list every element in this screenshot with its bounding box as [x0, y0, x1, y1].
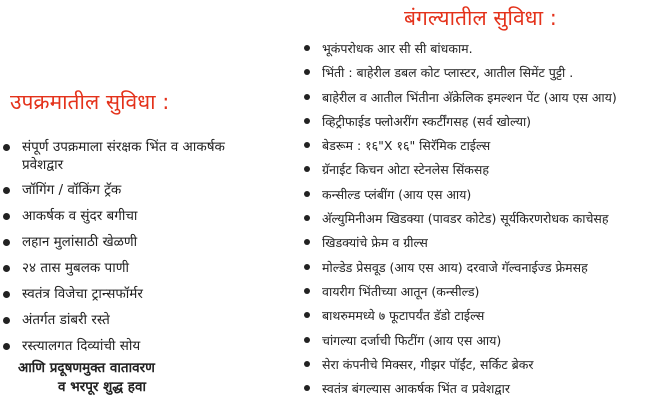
- list-item-text: चांगल्या दर्जाची फिटींग (आय एस आय): [322, 332, 502, 348]
- list-item-text: जॉगिंग / वॉकिंग ट्रॅक: [22, 182, 122, 198]
- list-item: [300, 161, 670, 185]
- list-item-text: बाथरुममध्ये ७ फूटापर्यंत डॅडो टाईल्स: [322, 308, 485, 324]
- list-item-text: भिंती : बाहेरील डबल कोट प्लास्टर, आतील सिमेंट पुट्टी .: [322, 65, 574, 81]
- bullet-icon: [3, 144, 10, 151]
- list-item-text: स्वतंत्र बंगल्यास आकर्षक भिंत व प्रवेशद्वार: [322, 381, 510, 397]
- list-item-text: अंतर्गत डांबरी रस्ते: [22, 312, 110, 328]
- list-item-text: लहान मुलांसाठी खेळणी: [22, 234, 138, 250]
- bullet-icon: [304, 191, 310, 197]
- list-item: [300, 307, 670, 331]
- project-amenities-list: [0, 138, 290, 356]
- bungalow-amenities-list: [300, 40, 670, 404]
- bullet-icon: [304, 312, 310, 318]
- list-item: [0, 207, 290, 226]
- list-item-text: भूकंपरोधक आर सी सी बांधकाम.: [322, 41, 473, 56]
- bullet-icon: [304, 69, 310, 75]
- bullet-icon: [3, 343, 10, 350]
- list-item-text: अ‍ॅल्युमिनीअम खिडक्या (पावडर कोटेड) सूर्यकिरणरोधक काचेसह: [322, 211, 609, 227]
- bullet-icon: [3, 291, 10, 298]
- list-item: [300, 380, 670, 404]
- list-item-text: संपूर्ण उपक्रमाला संरक्षक भिंत व आकर्षक प्रवेशद्वार: [22, 139, 225, 173]
- bullet-icon: [3, 317, 10, 324]
- tagline-line-2: व भरपूर शुद्ध हवा: [58, 379, 146, 395]
- list-item-text: खिडक्यांचे फ्रेम व ग्रील्स: [322, 235, 428, 251]
- list-item-text: वायरीग भिंतीच्या आतून (कन्सील्ड): [322, 283, 480, 299]
- list-item: [0, 259, 290, 278]
- bungalow-amenities-heading: बंगल्यातील सुविधा :: [404, 6, 557, 30]
- list-item: [0, 311, 290, 330]
- list-item: [0, 337, 290, 356]
- list-item: [300, 356, 670, 380]
- bullet-icon: [304, 94, 310, 100]
- bullet-icon: [304, 166, 310, 172]
- bullet-icon: [304, 239, 310, 245]
- list-item-text: बाहेरील व आतील भिंतीना अ‍ॅक्रेलिक इमल्शन पेंट (आय एस आय): [322, 89, 617, 105]
- bullet-icon: [304, 142, 310, 148]
- tagline-line-1: आणि प्रदूषणमुक्त वातावरण: [18, 360, 155, 376]
- list-item-text: आकर्षक व सुंदर बगीचा: [22, 208, 138, 224]
- list-item: [300, 210, 670, 234]
- list-item: [300, 186, 670, 210]
- list-item-text: बेडरूम : १६"X १६" सिरॅमिक टाईल्स: [322, 138, 491, 154]
- list-item-text: व्हिट्रीफाईड फ्लोअरींग स्कर्टींगसह (सर्व खोल्या): [322, 113, 532, 129]
- bullet-icon: [3, 265, 10, 272]
- bungalow-amenities-section: [300, 4, 670, 404]
- list-item-text: २४ तास मुबलक पाणी: [22, 260, 129, 276]
- list-item: [300, 64, 670, 88]
- list-item: [300, 89, 670, 113]
- project-amenities-heading: उपक्रमातील सुविधा :: [10, 90, 170, 114]
- list-item: [0, 285, 290, 304]
- list-item: [300, 40, 670, 64]
- bullet-icon: [304, 215, 310, 221]
- list-item: [300, 234, 670, 258]
- bullet-icon: [304, 264, 310, 270]
- bullet-icon: [304, 361, 310, 367]
- project-amenities-section: [0, 88, 290, 397]
- tagline: [0, 359, 290, 397]
- list-item-text: स्वतंत्र विजेचा ट्रान्सफॉर्मर: [22, 286, 143, 302]
- list-item-text: कन्सील्ड प्लंबींग (आय एस आय): [322, 186, 472, 202]
- bullet-icon: [3, 213, 10, 220]
- list-item: [300, 332, 670, 356]
- list-item-text: सेरा कंपनीचे मिक्सर, गीझर पॉईंट, सर्किट ब्रेकर: [322, 356, 534, 372]
- list-item: [300, 283, 670, 307]
- list-item-text: मोल्डेड प्रेसवूड (आय एस आय) दरवाजे गॅल्वनाईज्ड फ्रेमसह: [322, 259, 588, 275]
- bullet-icon: [304, 288, 310, 294]
- bullet-icon: [304, 45, 310, 51]
- list-item: [0, 138, 270, 174]
- bullet-icon: [3, 187, 10, 194]
- bullet-icon: [304, 385, 310, 391]
- list-item: [300, 137, 670, 161]
- bullet-icon: [304, 337, 310, 343]
- list-item: [300, 113, 670, 137]
- list-item: [0, 181, 290, 200]
- list-item-text: ग्रॅनाईट किचन ओटा स्टेनलेस सिंकसह: [322, 162, 489, 178]
- list-item: [0, 233, 290, 252]
- bullet-icon: [304, 118, 310, 124]
- list-item-text: रस्त्यालगत दिव्यांची सोय: [22, 338, 141, 354]
- bullet-icon: [3, 239, 10, 246]
- list-item: [300, 259, 670, 283]
